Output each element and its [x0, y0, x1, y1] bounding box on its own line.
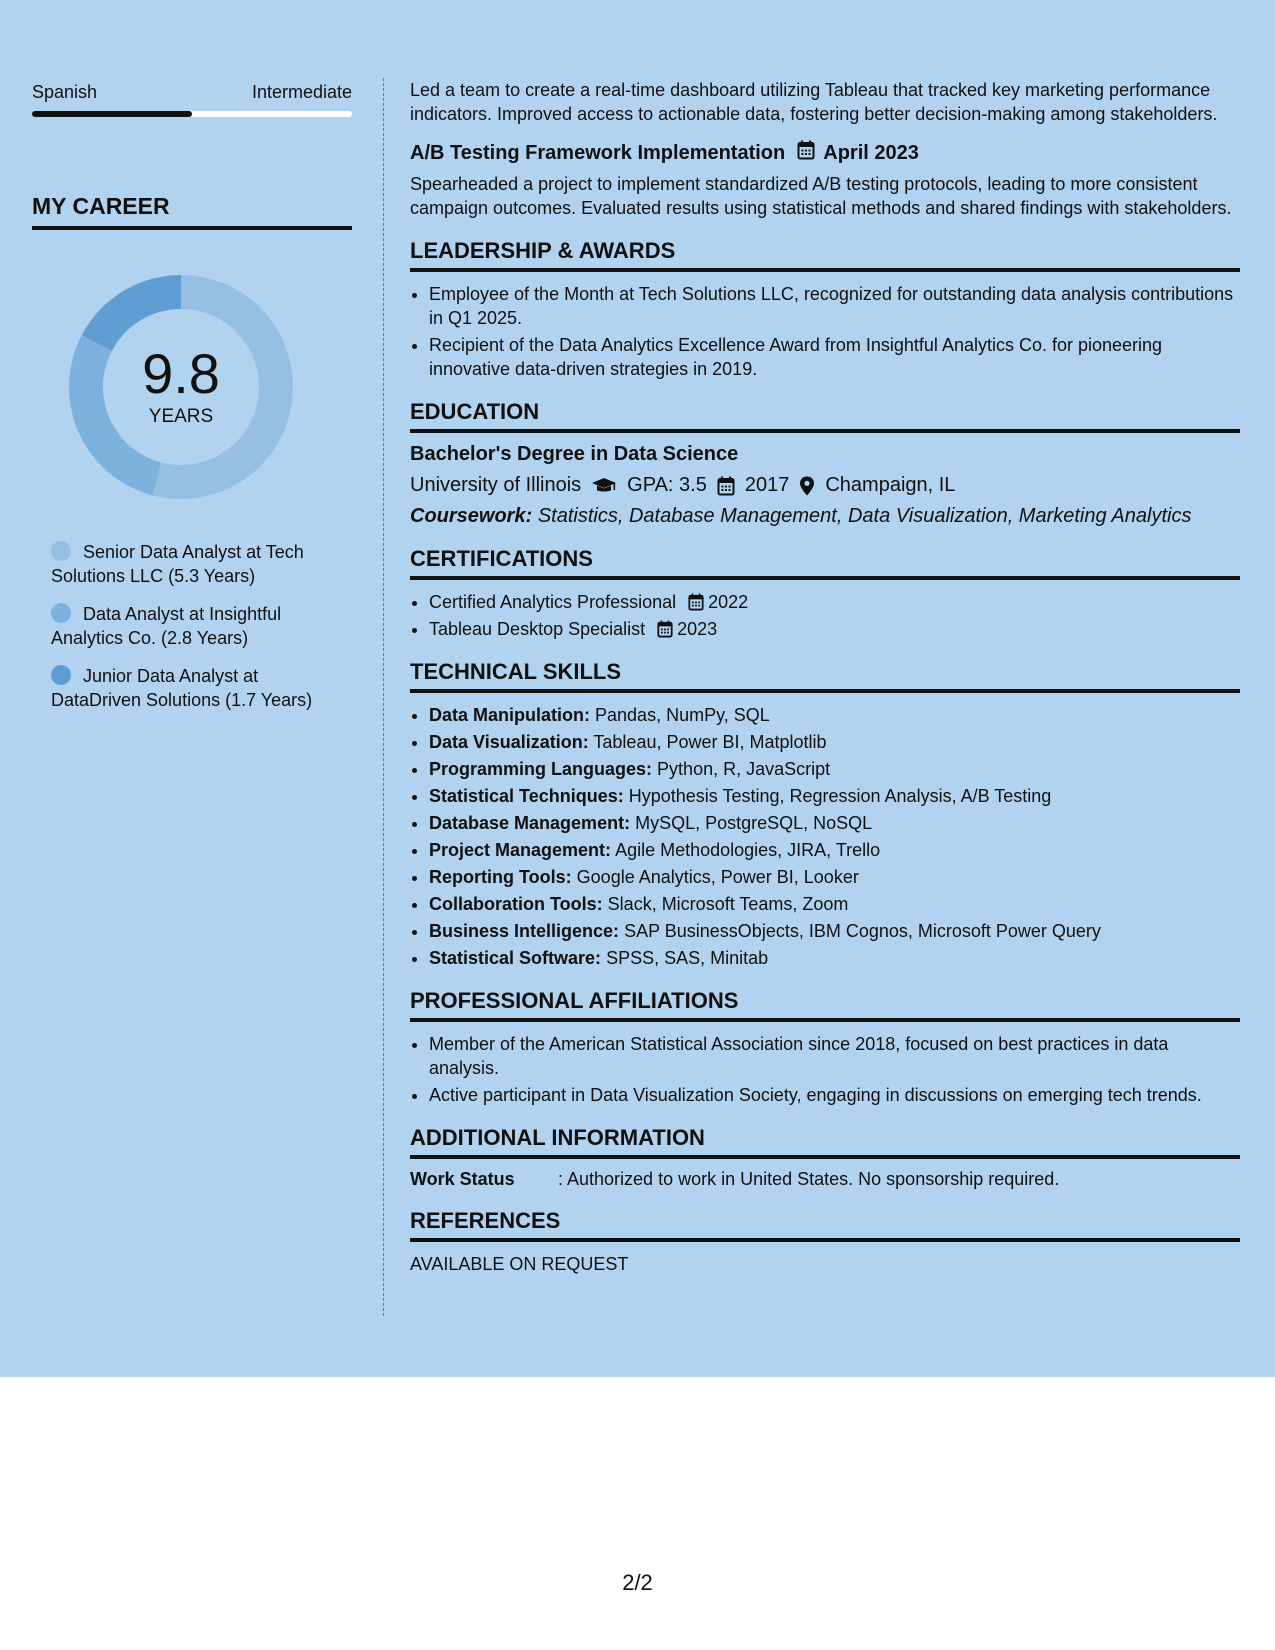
skill-value: MySQL, PostgreSQL, NoSQL — [635, 813, 873, 833]
list-item — [429, 730, 1240, 754]
skill-value: Tableau, Power BI, Matplotlib — [593, 732, 827, 752]
skill-label: Data Visualization: — [429, 732, 589, 752]
skill-label: Statistical Software: — [429, 948, 602, 968]
skill-value: Python, R, JavaScript — [657, 759, 831, 779]
skill-label: Reporting Tools: — [429, 867, 572, 887]
calendar-icon — [797, 140, 815, 166]
certification-name: • Tableau Desktop Specialist — [429, 619, 646, 639]
list-item — [429, 811, 1240, 835]
legend-label: Senior Data Analyst at Tech Solutions LLC (5.3 Years) — [51, 542, 304, 586]
skill-value: SPSS, SAS, Minitab — [606, 948, 769, 968]
calendar-icon — [688, 593, 704, 611]
skill-value: Pandas, NumPy, SQL — [595, 705, 770, 725]
list-item: • Member of the American Statistical Association since 2018, focused on best practices in data analysis. — [429, 1032, 1240, 1080]
skill-label: Statistical Techniques: — [429, 786, 624, 806]
skill-value: SAP BusinessObjects, IBM Cognos, Microsoft Power Query — [624, 921, 1101, 941]
language-proficiency-fill — [32, 111, 192, 117]
list-item — [429, 590, 1240, 614]
career-legend — [51, 540, 352, 712]
column-divider — [383, 78, 384, 1316]
education-year: 2017 — [744, 474, 790, 496]
calendar-icon — [657, 620, 673, 638]
career-total-years: 9.8 — [142, 342, 220, 405]
map-pin-icon — [799, 476, 815, 496]
legend-dot-icon — [51, 541, 71, 561]
career-total-unit: YEARS — [148, 406, 214, 427]
project-description: Spearheaded a project to implement standardized A/B testing protocols, leading to more consistent campaign outcomes. Evaluated results using statistical methods and shared findings with stakeholders. — [410, 174, 1232, 218]
leadership-section-title: LEADERSHIP & AWARDS — [410, 238, 1240, 272]
education-location: Champaign, IL — [825, 474, 956, 496]
donut-center — [66, 272, 296, 502]
list-item — [429, 757, 1240, 781]
skill-label: Data Manipulation: — [429, 705, 590, 725]
certifications-section-title: CERTIFICATIONS — [410, 546, 1240, 580]
list-item — [429, 617, 1240, 641]
work-status-value: : Authorized to work in United States. No sponsorship required. — [558, 1169, 1060, 1189]
education-coursework — [410, 505, 1240, 528]
affiliations-list — [410, 1032, 1240, 1107]
certifications-list — [410, 590, 1240, 641]
coursework-list: Statistics, Database Management, Data Visualization, Marketing Analytics — [537, 505, 1192, 527]
legend-item — [51, 664, 352, 712]
skill-label: Database Management: — [429, 813, 631, 833]
right-column — [410, 78, 1240, 1275]
skill-label: Programming Languages: — [429, 759, 653, 779]
skill-value: Google Analytics, Power BI, Looker — [576, 867, 859, 887]
skill-value: Hypothesis Testing, Regression Analysis, A/B Testing — [628, 786, 1052, 806]
legend-label: Junior Data Analyst at DataDriven Solutions (1.7 Years) — [51, 666, 313, 710]
list-item: • Active participant in Data Visualization Society, engaging in discussions on emerging tech trends. — [429, 1083, 1240, 1107]
calendar-icon — [717, 476, 735, 496]
work-status-label: Work Status — [410, 1169, 515, 1189]
list-item — [429, 838, 1240, 862]
skill-label: Business Intelligence: — [429, 921, 620, 941]
project-title: A/B Testing Framework Implementation — [410, 141, 786, 164]
education-details — [410, 474, 1240, 497]
legend-item — [51, 540, 352, 588]
skill-label: Collaboration Tools: — [429, 894, 603, 914]
page-number: 2/2 — [622, 1570, 653, 1595]
leadership-list — [410, 282, 1240, 381]
list-item — [429, 865, 1240, 889]
list-item — [429, 892, 1240, 916]
career-section-title: MY CAREER — [32, 193, 352, 230]
additional-info-section-title: ADDITIONAL INFORMATION — [410, 1125, 1240, 1159]
affiliations-section-title: PROFESSIONAL AFFILIATIONS — [410, 988, 1240, 1022]
certification-year: 2023 — [677, 619, 718, 639]
language-name: Spanish — [32, 82, 98, 102]
project-date: April 2023 — [823, 141, 919, 164]
project-intro-paragraph: Led a team to create a real-time dashboard utilizing Tableau that tracked key marketing performance indicators. Improved access to actionable data, fostering better decision-making among stakeholders. — [410, 80, 1218, 124]
education-gpa: GPA: 3.5 — [627, 474, 707, 496]
education-degree: Bachelor's Degree in Data Science — [410, 443, 739, 465]
education-section-title: EDUCATION — [410, 399, 1240, 433]
list-item — [429, 784, 1240, 808]
project-heading — [410, 140, 1240, 166]
education-school: University of Illinois — [410, 474, 582, 496]
references-section-title: REFERENCES — [410, 1208, 1240, 1242]
work-status-row — [410, 1169, 1240, 1190]
graduation-cap-icon — [591, 477, 617, 495]
skill-label: Project Management: — [429, 840, 612, 860]
references-text: AVAILABLE ON REQUEST — [410, 1254, 629, 1274]
skills-section-title: TECHNICAL SKILLS — [410, 659, 1240, 693]
language-proficiency-bar — [32, 111, 352, 117]
skill-value: Slack, Microsoft Teams, Zoom — [607, 894, 849, 914]
skill-value: Agile Methodologies, JIRA, Trello — [615, 840, 881, 860]
left-column — [32, 78, 352, 726]
legend-item — [51, 602, 352, 650]
legend-label: Data Analyst at Insightful Analytics Co. (2.8 Years) — [51, 604, 282, 648]
list-item — [429, 946, 1240, 970]
skills-list — [410, 703, 1240, 970]
certification-name: • Certified Analytics Professional — [429, 592, 677, 612]
list-item: • Recipient of the Data Analytics Excellence Award from Insightful Analytics Co. for pioneering innovative data-driven strategies in 2019. — [429, 333, 1240, 381]
list-item — [429, 919, 1240, 943]
list-item: • Employee of the Month at Tech Solutions LLC, recognized for outstanding data analysis contributions in Q1 2025. — [429, 282, 1240, 330]
coursework-label: Coursework: — [410, 505, 533, 527]
list-item — [429, 703, 1240, 727]
career-donut-chart — [66, 272, 296, 502]
legend-dot-icon — [51, 665, 71, 685]
certification-year: 2022 — [708, 592, 749, 612]
language-level: Intermediate — [251, 82, 352, 102]
language-row — [32, 82, 352, 103]
legend-dot-icon — [51, 603, 71, 623]
